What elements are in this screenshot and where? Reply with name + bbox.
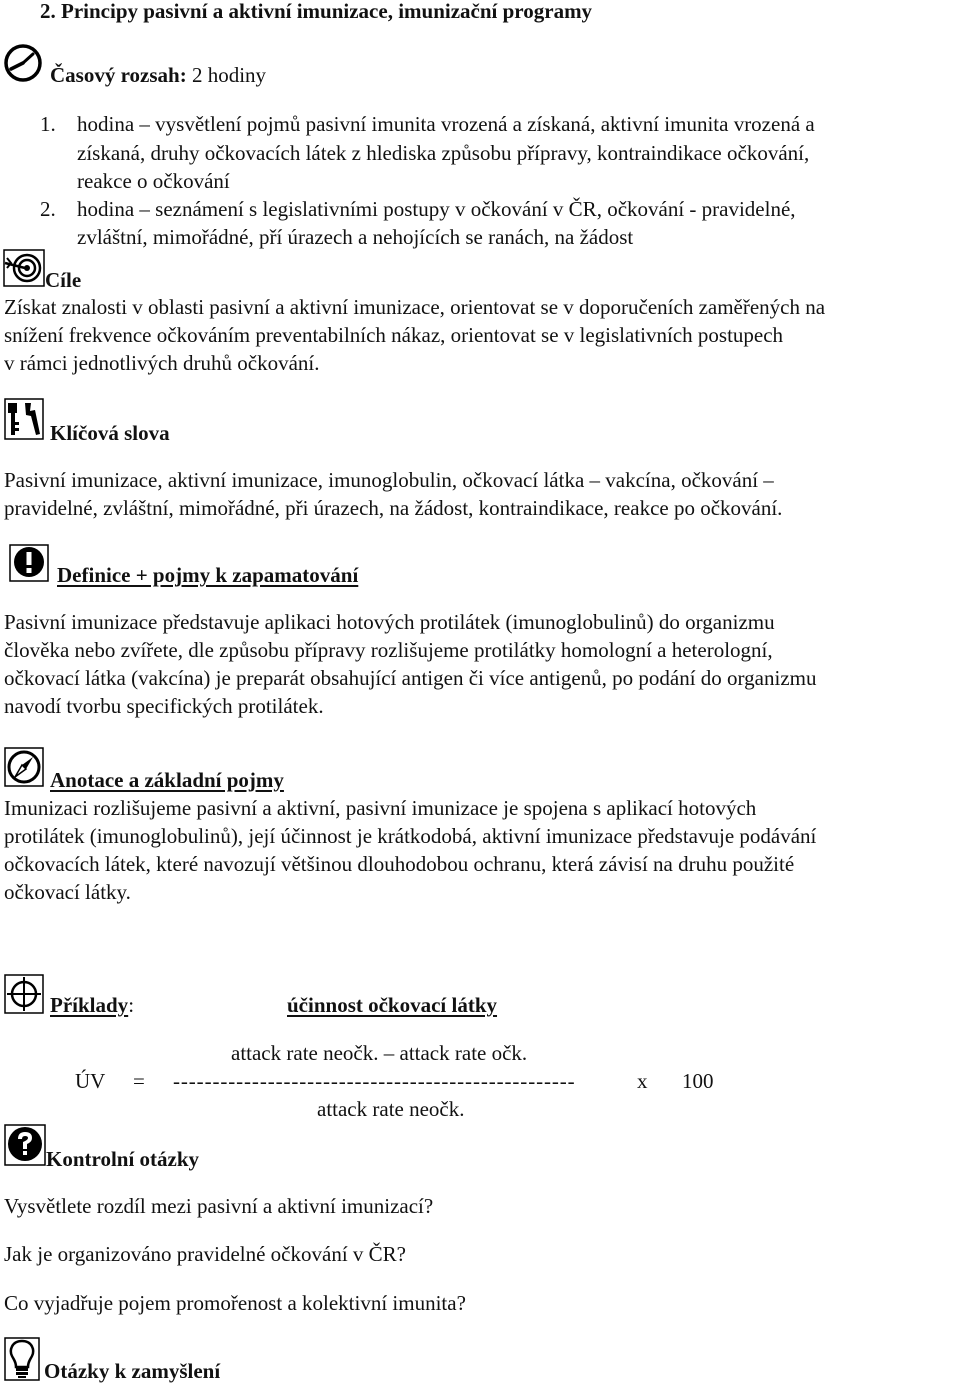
time-item-1-number: 1. [40,112,56,136]
goals-line-3: v rámci jednotlivých druhů očkování. [4,351,320,375]
clock-icon [3,43,43,83]
time-item-1-line-3: reakce o očkování [77,169,230,193]
annotation-heading: Anotace a základní pojmy [50,768,284,792]
annotation-line-4: očkovací látky. [4,880,131,904]
examples-colon: : [128,993,135,1017]
definitions-heading: Definice + pojmy k zapamatování [57,563,359,587]
definitions-line-1: Pasivní imunizace představuje aplikaci hotových protilátek (imunoglobulinů) do organizmu [4,610,775,634]
goals-line-2: snížení frekvence očkováním preventabilních nákaz, orientovat se v legislativních postupech [4,323,784,347]
definitions-line-3: očkovací látka (vakcína) je preparát obsahující antigen či více antigenů, po podání do organizmu [4,666,817,690]
annotation-line-2: protilátek (imunoglobulinů), její účinnost je krátkodobá, aktivní imunizace představuje podávání [4,824,817,848]
examples-label-text: Příklady [50,993,129,1017]
keywords-heading: Klíčová slova [50,421,170,445]
time-item-1-line-2: získaná, druhy očkovacích látek z hlediska způsobu přípravy, kontraindikace očkování, [77,141,810,165]
target-icon [3,249,45,287]
keywords-line-2: pravidelné, zvláštní, mimořádné, při úrazech, na žádost, kontraindikace, reakce po očkování. [4,496,783,520]
annotation-line-1: Imunizaci rozlišujeme pasivní a aktivní, pasivní imunizace je spojena s aplikací hotových [4,796,757,820]
compass-icon [4,747,44,787]
exclamation-icon [9,544,49,582]
annotation-line-3: očkovacích látek, které navozují většinou dlouhodobou ochranu, která závisí na druhu použité [4,852,795,876]
keywords-line-1: Pasivní imunizace, aktivní imunizace, imunoglobulin, očkovací látka – vakcína, očkování – [4,468,774,492]
time-range [50,61,266,89]
goals-heading: Cíle [45,268,82,292]
formula-equals: = [133,1069,145,1093]
time-item-2-line-1: hodina – seznámení s legislativními postupy v očkování v ČR, očkování - pravidelné, [77,197,796,221]
goals-line-1: Získat znalosti v oblasti pasivní a aktivní imunizace, orientovat se v doporučeních zaměřených na [4,295,826,319]
definitions-line-2: člověka nebo zvířete, dle způsobu přípravy rozlišujeme protilátky homologní a heterologní, [4,638,773,662]
question-icon [4,1124,46,1166]
question-item-2: Jak je organizováno pravidelné očkování v ČR? [4,1242,406,1266]
lightbulb-icon [4,1337,40,1381]
reflection-heading: Otázky k zamyšlení [44,1359,221,1383]
questions-heading: Kontrolní otázky [46,1147,200,1171]
time-item-1-line-1: hodina – vysvětlení pojmů pasivní imunita vrozená a získaná, aktivní imunita vrozená a [77,112,815,136]
time-item-2-number: 2. [40,197,56,221]
formula-bar: --------------------------------------------------- [173,1069,576,1093]
formula-numerator: attack rate neočk. – attack rate očk. [231,1041,528,1065]
key-icon [4,398,44,440]
chapter-heading: 2. Principy pasivní a aktivní imunizace, imunizační programy [40,0,593,23]
formula-lhs: ÚV [75,1069,106,1093]
time-item-2-line-2: zvláštní, mimořádné, pří úrazech a nehojících se ranách, na žádost [77,225,634,249]
formula-denominator: attack rate neočk. [317,1097,465,1121]
examples-label [50,991,134,1019]
definitions-line-4: navodí tvorbu specifických protilátek. [4,694,324,718]
formula-times: x [637,1069,648,1093]
crosshair-icon [4,974,44,1014]
formula-factor: 100 [682,1069,714,1093]
question-item-3: Co vyjadřuje pojem promořenost a kolektivní imunita? [4,1291,466,1315]
time-label: Časový rozsah: [50,63,187,87]
question-item-1: Vysvětlete rozdíl mezi pasivní a aktivní imunizací? [4,1194,434,1218]
examples-title: účinnost očkovací látky [287,993,498,1017]
time-value: 2 hodiny [191,63,267,87]
